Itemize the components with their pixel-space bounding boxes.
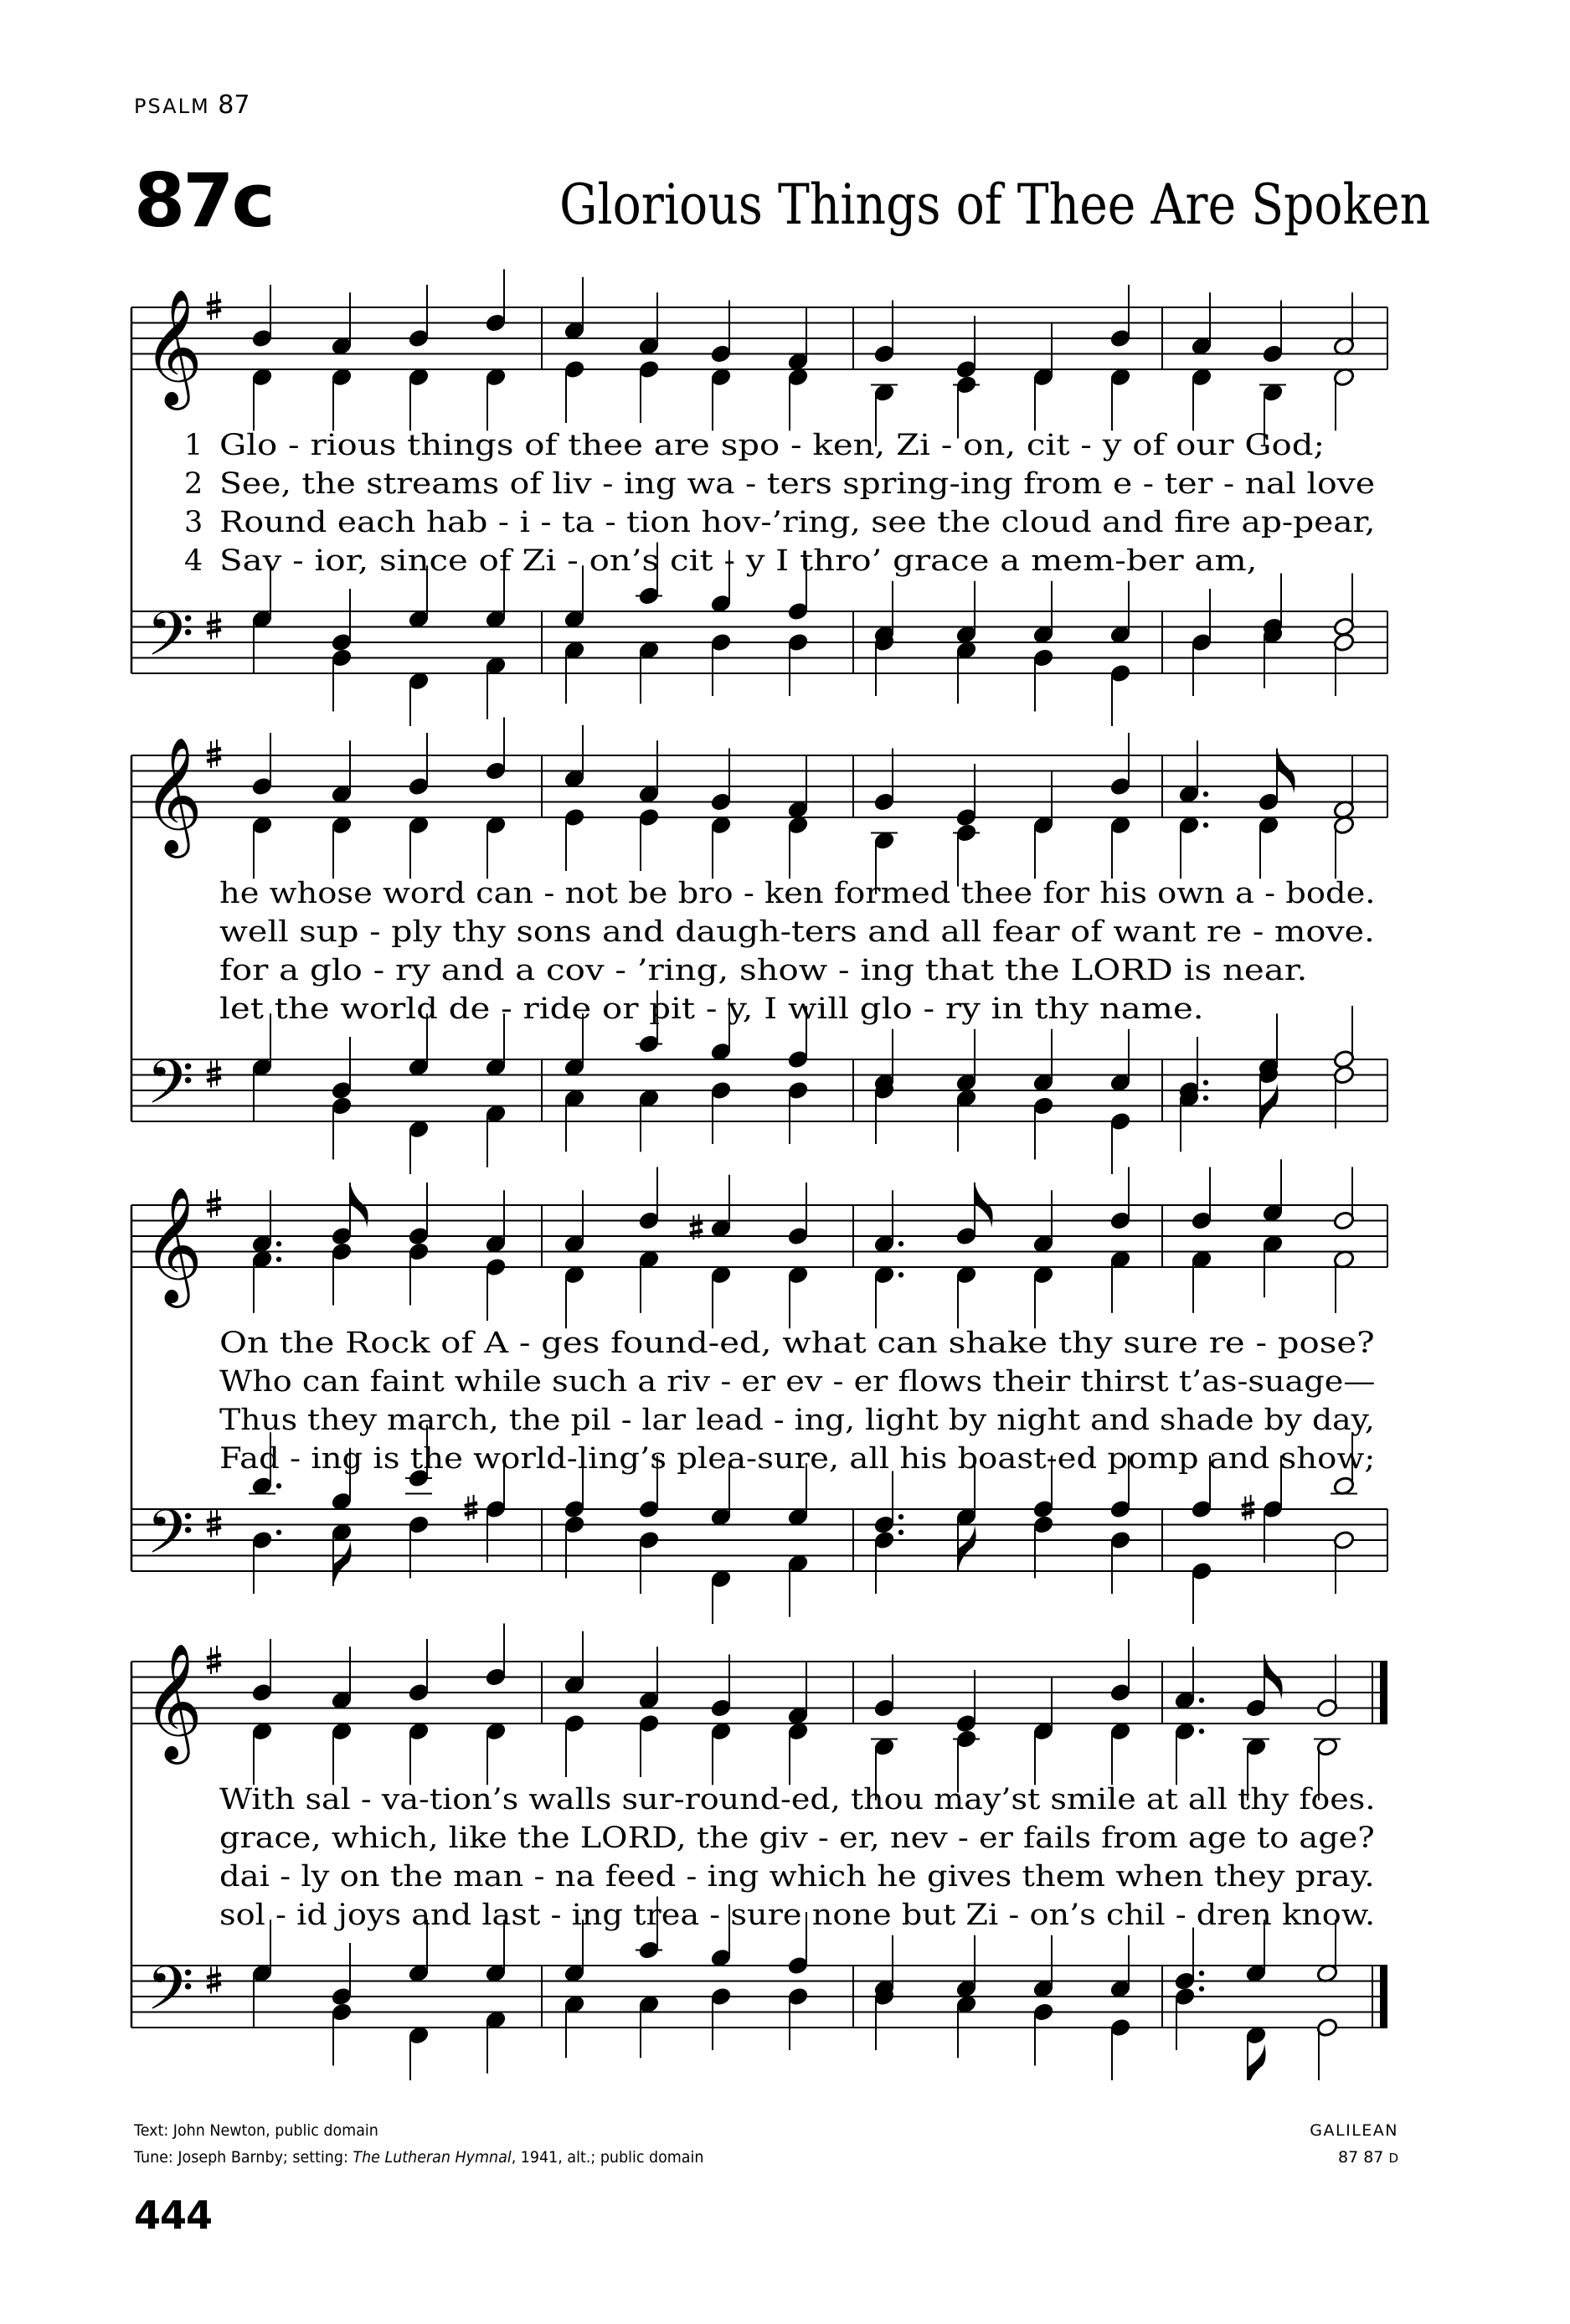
psalm-label: PSALM bbox=[134, 95, 210, 118]
music-system bbox=[0, 257, 1570, 726]
meter bbox=[1310, 2144, 1398, 2172]
verse-number: 2 bbox=[184, 467, 203, 501]
bass-clef-icon: 𝄢 bbox=[147, 598, 194, 684]
tune-credit-source: The Lutheran Hymnal bbox=[353, 2148, 512, 2167]
sharp-icon bbox=[207, 1966, 221, 1994]
lyric-line bbox=[219, 990, 1375, 1028]
psalm-number: 87 bbox=[218, 90, 250, 120]
tune-credit-prefix: Tune: Joseph Barnby; setting: bbox=[134, 2148, 353, 2167]
verse-number: 1 bbox=[184, 429, 203, 462]
lyric-line bbox=[219, 874, 1375, 913]
music-system bbox=[0, 1611, 1570, 2080]
lyric-line bbox=[219, 1324, 1375, 1363]
lyric-line bbox=[184, 542, 1375, 580]
lyric-line bbox=[219, 1858, 1375, 1896]
lyric-line bbox=[184, 465, 1376, 503]
lyric-text: grace, which, like the LORD, the giv - er, nev - er fails from age to age? bbox=[219, 1822, 1375, 1855]
bass-clef-icon: 𝄢 bbox=[147, 1046, 194, 1132]
music-system bbox=[0, 1155, 1570, 1624]
lyric-text: Sav - ior, since of Zi - on’s cit - y I thro’ grace a mem-ber am, bbox=[219, 544, 1258, 578]
lyric-text: he whose word can - not be bro - ken formed thee for his own a - bode. bbox=[219, 877, 1376, 910]
lyric-text: Round each hab - i - ta - tion hov-’ring, see the cloud and fire ap-pear, bbox=[219, 506, 1376, 539]
lyrics-block bbox=[219, 1780, 1375, 1935]
lyric-text: well sup - ply thy sons and daugh-ters and all fear of want re - move. bbox=[219, 915, 1375, 949]
sharp-icon bbox=[207, 739, 221, 768]
lyric-line bbox=[219, 913, 1375, 951]
tune-credit bbox=[134, 2144, 703, 2171]
lyric-line bbox=[219, 1819, 1375, 1858]
bass-clef-icon: 𝄢 bbox=[147, 1496, 194, 1582]
lyric-text: Who can faint while such a riv - er ev - er flows their thirst t’as-suage— bbox=[219, 1365, 1376, 1399]
meter-numbers: 87 87 bbox=[1337, 2148, 1384, 2167]
lyric-line bbox=[219, 1440, 1375, 1478]
lyric-line bbox=[219, 1896, 1375, 1935]
lyric-text: Fad - ing is the world-ling’s plea-sure, all his boast-ed pomp and show; bbox=[219, 1442, 1376, 1476]
treble-clef-icon: 𝄞 bbox=[143, 289, 203, 405]
lyric-text: dai - ly on the man - na feed - ing which he gives them when they pray. bbox=[219, 1860, 1375, 1894]
sharp-icon bbox=[207, 1059, 221, 1088]
lyric-line bbox=[184, 426, 1375, 465]
tune-name: GALILEAN bbox=[1310, 2121, 1398, 2140]
lyric-text: sol - id joys and last - ing trea - sure none but Zi - on’s chil - dren know. bbox=[219, 1899, 1376, 1932]
music-system bbox=[0, 705, 1570, 1174]
verse-number: 4 bbox=[184, 544, 203, 578]
sharp-icon bbox=[465, 1495, 477, 1521]
text-credit: Text: John Newton, public domain bbox=[134, 2121, 378, 2140]
sharp-icon bbox=[1242, 1495, 1254, 1521]
lyrics-block bbox=[219, 874, 1375, 1028]
hymn-title: Glorious Things of Thee Are Spoken bbox=[559, 173, 1431, 237]
hymn-number: 87c bbox=[134, 157, 273, 244]
sharp-icon bbox=[207, 291, 221, 320]
lyric-line bbox=[184, 503, 1376, 542]
sharp-icon bbox=[207, 1189, 221, 1218]
lyric-line bbox=[219, 1401, 1375, 1440]
tune-credit-suffix: , 1941, alt.; public domain bbox=[511, 2148, 704, 2167]
lyric-text: Thus they march, the pil - lar lead - ing, light by night and shade by day, bbox=[219, 1404, 1375, 1437]
verse-number: 3 bbox=[184, 506, 203, 539]
lyric-text: for a glo - ry and a cov - ’ring, show - ing that the LORD is near. bbox=[219, 954, 1308, 987]
lyric-text: let the world de - ride or pit - y, I will glo - ry in thy name. bbox=[219, 992, 1204, 1026]
lyric-text: With sal - va-tion’s walls sur-round-ed, thou may’st smile at all thy foes. bbox=[219, 1783, 1376, 1816]
lyrics-block bbox=[184, 426, 1376, 580]
page-number: 444 bbox=[134, 2193, 213, 2238]
bass-clef-icon: 𝄢 bbox=[147, 1952, 194, 2038]
treble-clef-icon: 𝄞 bbox=[143, 737, 203, 853]
meter-suffix: D bbox=[1388, 2151, 1398, 2166]
lyric-line bbox=[219, 1780, 1375, 1819]
psalm-reference bbox=[134, 90, 250, 120]
lyrics-block bbox=[219, 1324, 1375, 1478]
treble-clef-icon: 𝄞 bbox=[143, 1187, 203, 1303]
footer-credits bbox=[134, 2117, 703, 2171]
lyric-text: Glo - rious things of thee are spo - ken, Zi - on, cit - y of our God; bbox=[219, 429, 1325, 462]
lyric-text: See, the streams of liv - ing wa - ters spring-ing from e - ter - nal love bbox=[219, 467, 1376, 501]
lyric-line bbox=[219, 951, 1375, 990]
treble-clef-icon: 𝄞 bbox=[143, 1643, 203, 1760]
sharp-icon bbox=[207, 1646, 221, 1674]
tune-info bbox=[1310, 2117, 1398, 2172]
lyric-text: On the Rock of A - ges found-ed, what can shake thy sure re - pose? bbox=[219, 1327, 1375, 1360]
sharp-icon bbox=[207, 611, 221, 640]
sharp-icon bbox=[207, 1509, 221, 1538]
lyric-line bbox=[219, 1363, 1375, 1401]
